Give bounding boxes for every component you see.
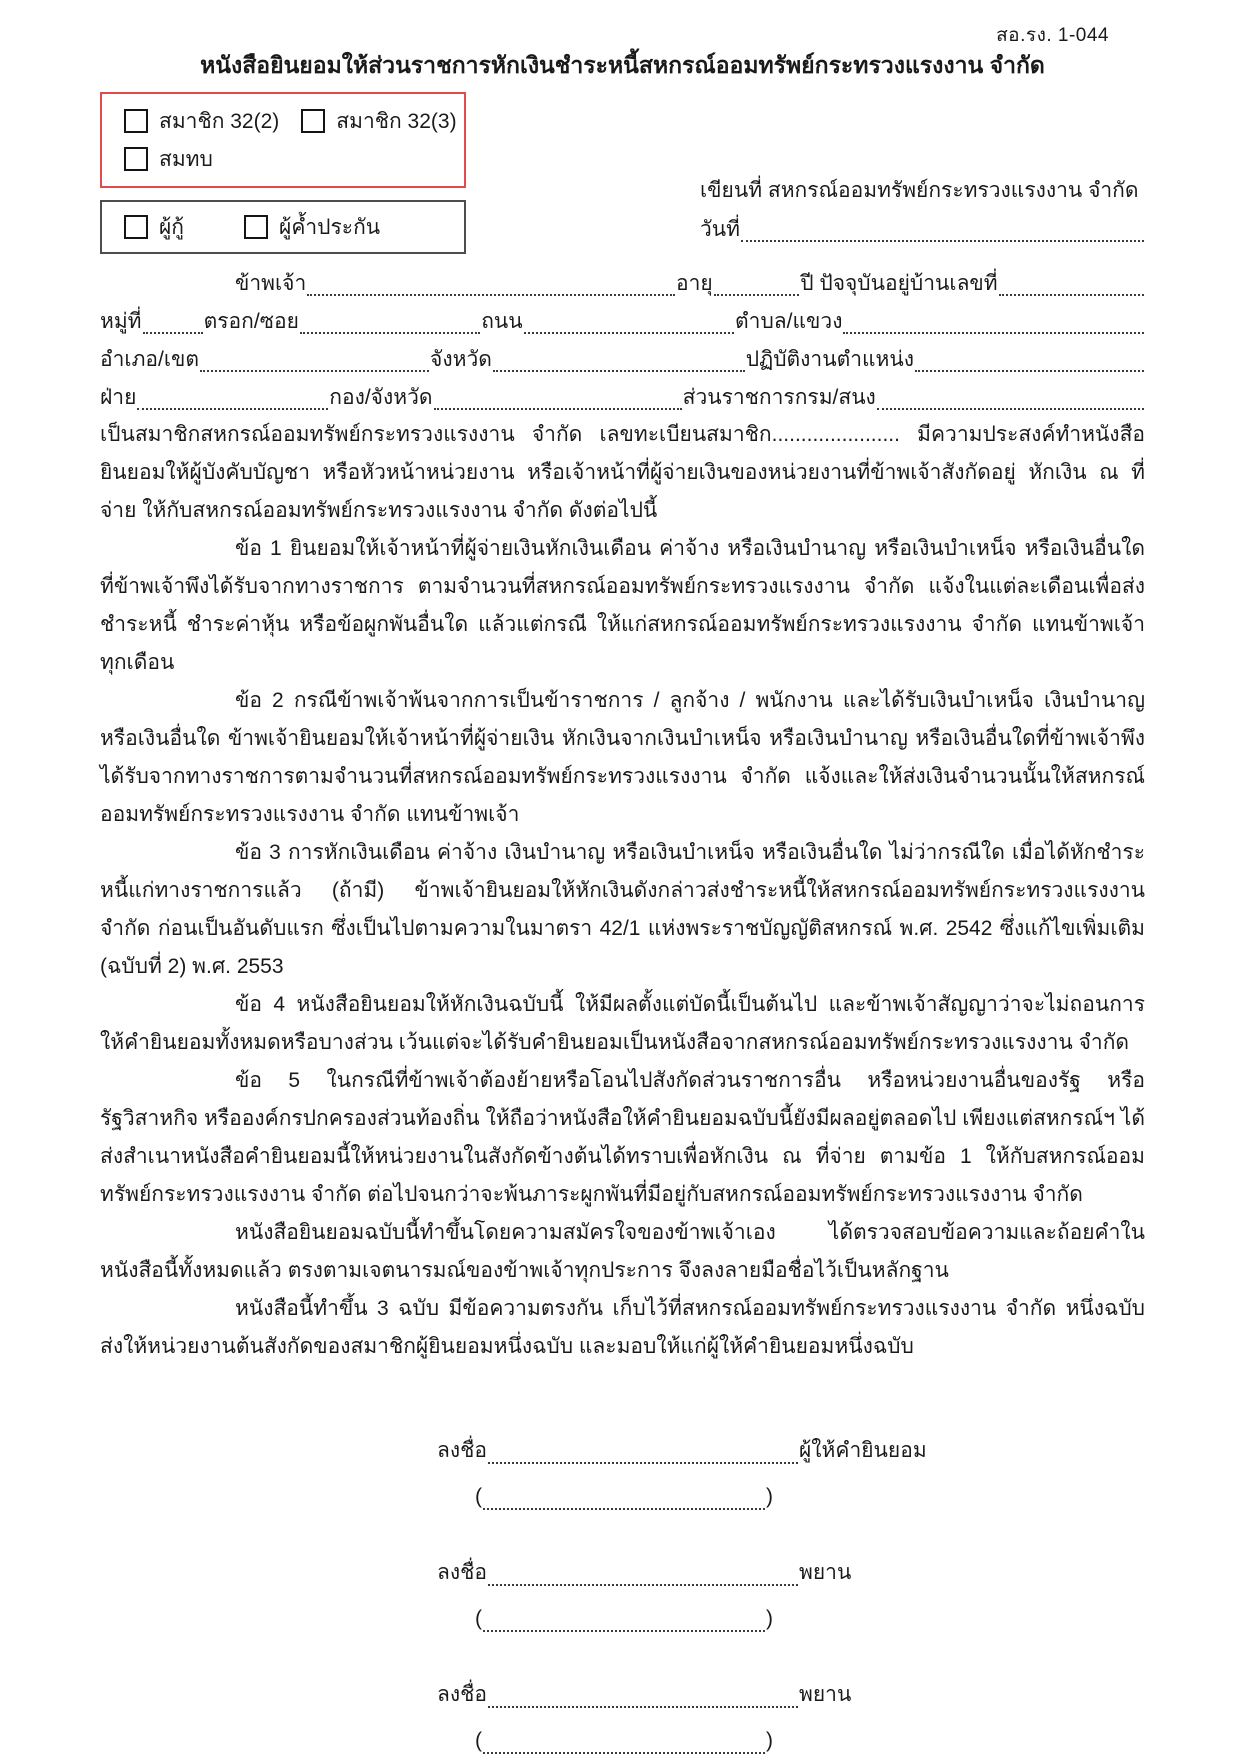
name-input-line[interactable] xyxy=(483,1629,765,1632)
field-input-line[interactable] xyxy=(200,369,429,372)
paren-open: ( xyxy=(475,1485,482,1508)
field-input-line[interactable] xyxy=(307,293,675,296)
paragraph: หนังสือยินยอมฉบับนี้ทำขึ้นโดยความสมัครใจของข้าพเจ้าเอง ได้ตรวจสอบข้อความและถ้อยคำในหนังสือนี้ทั้งหมดแล้ว ตรงตามเจตนารมณ์ของข้าพเจ้าทุกประการ จึงลงลายมือชื่อไว้เป็นหลักฐาน xyxy=(100,1221,1145,1282)
signature-input-line[interactable] xyxy=(488,1583,798,1586)
field-label: ถนน xyxy=(481,310,523,333)
name-input-line[interactable] xyxy=(483,1507,765,1510)
signature-input-line[interactable] xyxy=(488,1461,798,1464)
signer-role-label: ผู้ให้คำยินยอม xyxy=(799,1439,927,1462)
member-type-option[interactable] xyxy=(301,105,456,138)
field-input-line[interactable] xyxy=(524,331,734,334)
fill-lines-section xyxy=(100,264,1145,416)
signature-section xyxy=(100,1424,1145,1760)
field-label: อำเภอ/เขต xyxy=(100,348,200,371)
form-code: สอ.รง. 1-044 xyxy=(996,25,1109,46)
field-label: ข้าพเจ้า xyxy=(235,272,307,295)
paren-close: ) xyxy=(766,1485,773,1508)
signature-block xyxy=(437,1668,1145,1760)
paragraph: ข้อ 3 การหักเงินเดือน ค่าจ้าง เงินบำนาญ หรือเงินบำเหน็จ หรือเงินอื่นใด ไม่ว่ากรณีใด เมื่อได้หักชำระหนี้แก่ทางราชการแล้ว (ถ้ามี) ข้าพเจ้ายินยอมให้หักเงินดังกล่าวส่งชำระหนี้ให้สหกรณ์ออมทรัพย์กระทรวงแรงงาน จำกัด ก่อนเป็นอันดับแรก ซึ่งเป็นไปตามความในมาตรา 42/1 แห่งพระราชบัญญัติสหกรณ์ พ.ศ. 2542 ซึ่งแก้ไขเพิ่มเติม (ฉบับที่ 2) พ.ศ. 2553 xyxy=(100,841,1145,978)
signature-line xyxy=(437,1668,1145,1714)
checkbox-label: ผู้ค้ำประกัน xyxy=(279,215,381,239)
signature-name-line xyxy=(437,1470,1145,1516)
paren-open: ( xyxy=(475,1729,482,1752)
field-input-line[interactable] xyxy=(300,331,480,334)
form-fill-line xyxy=(100,378,1145,416)
paragraph: เป็นสมาชิกสหกรณ์ออมทรัพย์กระทรวงแรงงาน จำกัด เลขทะเบียนสมาชิก...................... มีความประสงค์ทำหนังสือยินยอมให้ผู้บังคับบัญชา หรือหัวหน้าหน่วยงาน หรือเจ้าหน้าที่ผู้จ่ายเงินของหน่วยงานที่ข้าพเจ้าสังกัดอยู่ หักเงิน ณ ที่จ่าย ให้กับสหกรณ์ออมทรัพย์กระทรวงแรงงาน จำกัด ดังต่อไปนี้ xyxy=(100,423,1145,522)
field-label: ส่วนราชการกรม/สนง xyxy=(682,386,876,409)
member-type-box xyxy=(100,92,466,188)
member-type-option[interactable] xyxy=(124,143,213,176)
signature-block xyxy=(437,1546,1145,1638)
paragraph: ข้อ 4 หนังสือยินยอมให้หักเงินฉบับนี้ ให้มีผลตั้งแต่บัดนี้เป็นต้นไป และข้าพเจ้าสัญญาว่าจะไม่ถอนการให้คำยินยอมทั้งหมดหรือบางส่วน เว้นแต่จะได้รับคำยินยอมเป็นหนังสือจากสหกรณ์ออมทรัพย์กระทรวงแรงงาน จำกัด xyxy=(100,993,1145,1054)
field-label: กอง/จังหวัด xyxy=(329,386,433,409)
checkbox-icon[interactable] xyxy=(124,215,148,239)
sign-label: ลงชื่อ xyxy=(437,1683,487,1706)
written-at-text: เขียนที่ สหกรณ์ออมทรัพย์กระทรวงแรงงาน จำกัด xyxy=(700,179,1139,202)
paren-close: ) xyxy=(766,1729,773,1752)
checkbox-label: สมาชิก 32(3) xyxy=(336,109,457,133)
checkbox-icon[interactable] xyxy=(301,109,325,133)
field-input-line[interactable] xyxy=(137,407,328,410)
name-input-line[interactable] xyxy=(483,1751,765,1754)
borrower-role-row xyxy=(124,208,454,246)
field-input-line[interactable] xyxy=(493,369,745,372)
paragraph: ข้อ 2 กรณีข้าพเจ้าพ้นจากการเป็นข้าราชการ / ลูกจ้าง / พนักงาน และได้รับเงินบำเหน็จ เงินบำนาญ หรือเงินอื่นใด ข้าพเจ้ายินยอมให้เจ้าหน้าที่ผู้จ่ายเงิน หักเงินจากเงินบำเหน็จ หรือเงินบำนาญ หรือเงินอื่นใดที่ข้าพเจ้าพึงได้รับจากทางราชการตามจำนวนที่สหกรณ์ออมทรัพย์กระทรวงแรงงาน จำกัด แจ้งและให้ส่งเงินจำนวนนั้นให้สหกรณ์ออมทรัพย์กระทรวงแรงงาน จำกัด แทนข้าพเจ้า xyxy=(100,689,1145,826)
signature-name-line xyxy=(437,1592,1145,1638)
member-type-option[interactable] xyxy=(124,105,279,138)
form-fill-line xyxy=(100,264,1145,302)
field-input-line[interactable] xyxy=(915,369,1144,372)
checkbox-icon[interactable] xyxy=(124,147,148,171)
field-label: ฝ่าย xyxy=(100,386,137,409)
date-input-line[interactable] xyxy=(741,239,1144,242)
form-fill-line xyxy=(100,340,1145,378)
checkbox-label: สมาชิก 32(2) xyxy=(159,109,280,133)
paragraph: ข้อ 1 ยินยอมให้เจ้าหน้าที่ผู้จ่ายเงินหักเงินเดือน ค่าจ้าง หรือเงินบำนาญ หรือเงินบำเหน็จ หรือเงินอื่นใด ที่ข้าพเจ้าพึงได้รับจากทางราชการ ตามจำนวนที่สหกรณ์ออมทรัพย์กระทรวงแรงงาน จำกัด แจ้งในแต่ละเดือนเพื่อส่งชำระหนี้ ชำระค่าหุ้น หรือข้อผูกพันอื่นใด แล้วแต่กรณี ให้แก่สหกรณ์ออมทรัพย์กระทรวงแรงงาน จำกัด แทนข้าพเจ้าทุกเดือน xyxy=(100,537,1145,674)
signature-line xyxy=(437,1546,1145,1592)
field-input-line[interactable] xyxy=(714,293,800,296)
field-input-line[interactable] xyxy=(843,331,1144,334)
written-at-block xyxy=(700,172,1145,248)
signature-name-line xyxy=(437,1714,1145,1760)
borrower-role-box xyxy=(100,200,466,254)
member-type-row xyxy=(124,102,457,140)
field-label: ปี ปัจจุบันอยู่บ้านเลขที่ xyxy=(800,272,998,295)
paragraph: ข้อ 5 ในกรณีที่ข้าพเจ้าต้องย้ายหรือโอนไปสังกัดส่วนราชการอื่น หรือหน่วยงานอื่นของรัฐ หรือรัฐวิสาหกิจ หรือองค์กรปกครองส่วนท้องถิ่น ให้ถือว่าหนังสือให้คำยินยอมฉบับนี้ยังมีผลอยู่ตลอดไป เพียงแต่สหกรณ์ฯ ได้ส่งสำเนาหนังสือคำยินยอมนี้ให้หน่วยงานในสังกัดข้างต้นได้ทราบเพื่อหักเงิน ณ ที่จ่าย ตามข้อ 1 ให้กับสหกรณ์ออมทรัพย์กระทรวงแรงงาน จำกัด ต่อไปจนกว่าจะพ้นภาระผูกพันที่มีอยู่กับสหกรณ์ออมทรัพย์กระทรวงแรงงาน จำกัด xyxy=(100,1069,1145,1206)
checkbox-icon[interactable] xyxy=(124,109,148,133)
field-label: หมู่ที่ xyxy=(100,310,142,333)
date-line xyxy=(700,210,1145,248)
checkbox-label: สมทบ xyxy=(159,147,213,171)
field-label: ตำบล/แขวง xyxy=(735,310,843,333)
field-label: จังหวัด xyxy=(430,348,492,371)
sign-label: ลงชื่อ xyxy=(437,1561,487,1584)
checkbox-label: ผู้กู้ xyxy=(159,215,185,239)
signature-input-line[interactable] xyxy=(488,1705,798,1708)
checkbox-icon[interactable] xyxy=(244,215,268,239)
field-input-line[interactable] xyxy=(434,407,682,410)
field-label: อายุ xyxy=(675,272,713,295)
document-title: หนังสือยินยอมให้ส่วนราชการหักเงินชำระหนี้สหกรณ์ออมทรัพย์กระทรวงแรงงาน จำกัด xyxy=(200,52,1045,78)
borrower-role-option[interactable] xyxy=(124,211,184,244)
signature-block xyxy=(437,1424,1145,1516)
field-label: ปฏิบัติงานตำแหน่ง xyxy=(745,348,914,371)
signer-role-label: พยาน xyxy=(799,1561,852,1584)
paragraph: หนังสือนี้ทำขึ้น 3 ฉบับ มีข้อความตรงกัน เก็บไว้ที่สหกรณ์ออมทรัพย์กระทรวงแรงงาน จำกัด หนึ่งฉบับ ส่งให้หน่วยงานต้นสังกัดของสมาชิกผู้ยินยอมหนึ่งฉบับ และมอบให้แก่ผู้ให้คำยินยอมหนึ่งฉบับ xyxy=(100,1297,1145,1358)
paren-close: ) xyxy=(766,1607,773,1630)
paren-open: ( xyxy=(475,1607,482,1630)
field-label: ตรอก/ซอย xyxy=(203,310,299,333)
sign-label: ลงชื่อ xyxy=(437,1439,487,1462)
header-section xyxy=(100,92,1145,264)
field-input-line[interactable] xyxy=(143,331,203,334)
borrower-role-option[interactable] xyxy=(244,211,380,244)
field-input-line[interactable] xyxy=(999,293,1144,296)
member-type-row xyxy=(124,140,454,178)
field-input-line[interactable] xyxy=(877,407,1144,410)
date-label: วันที่ xyxy=(700,218,740,241)
form-fill-line xyxy=(100,302,1145,340)
body-paragraphs xyxy=(100,416,1145,1366)
signer-role-label: พยาน xyxy=(799,1683,852,1706)
signature-line xyxy=(437,1424,1145,1470)
